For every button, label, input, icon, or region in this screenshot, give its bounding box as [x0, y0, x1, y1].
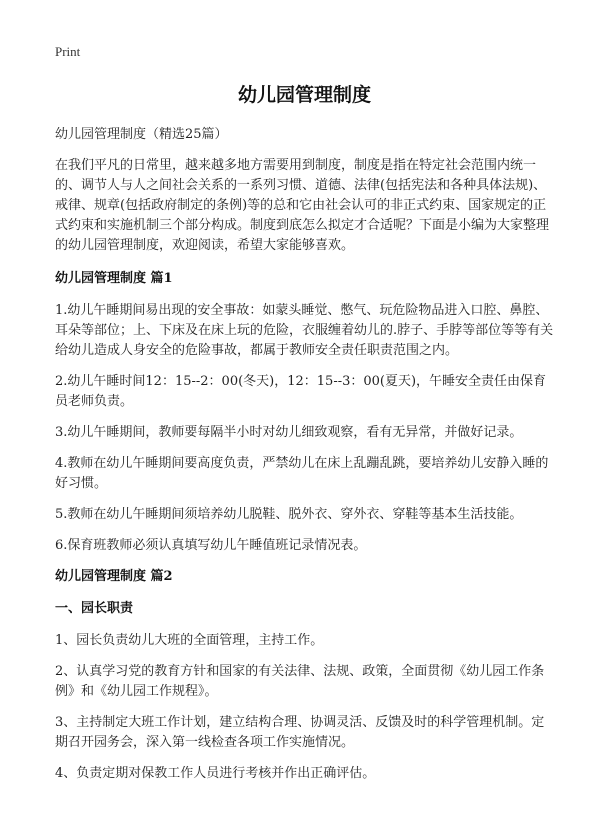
section2-item-4: 4、负责定期对保教工作人员进行考核并作出正确评估。 [55, 766, 376, 781]
document-subtitle: 幼儿园管理制度（精选25篇） [55, 127, 228, 142]
section2-subheading: 一、园长职责 [55, 601, 134, 616]
section2-heading: 幼儿园管理制度 篇2 [55, 569, 173, 584]
section1-heading: 幼儿园管理制度 篇1 [55, 271, 173, 286]
section1-item-5: 5.教师在幼儿午睡期间须培养幼儿脱鞋、脱外衣、穿外衣、穿鞋等基本生活技能。 [55, 507, 523, 522]
section1-item-4: 4.教师在幼儿午睡期间要高度负责，严禁幼儿在床上乱蹦乱跳，要培养幼儿安静入睡的好习惯。 [55, 456, 549, 491]
section1-item-6: 6.保育班教师必须认真填写幼儿午睡值班记录情况表。 [55, 538, 367, 553]
section2-item-2: 2、认真学习党的教育方针和国家的有关法律、法规、政策，全面贯彻《幼儿园工作条例》和《幼儿园工作规程》。 [55, 664, 545, 699]
section2-item-3: 3、主持制定大班工作计划，建立结构合理、协调灵活、反馈及时的科学管理机制。定期召开园务会，深入第一线检查各项工作实施情况。 [55, 715, 545, 750]
section1-item-1: 1.幼儿午睡期间易出现的安全事故：如蒙头睡觉、憋气、玩危险物品进入口腔、鼻腔、耳朵等部位；上、下床及在床上玩的危险，衣服缠着幼儿的.脖子、手脖等部位等等有关给幼儿造成人身安全的危险事故，都属于教师安全责任职责范围之内。 [55, 303, 554, 358]
section1-item-2: 2.幼儿午睡时间12：15--2：00(冬天)，12：15--3：00(夏天)，午睡安全责任由保育员老师负责。 [55, 374, 547, 409]
print-link[interactable]: Print [55, 44, 81, 59]
section1-item-3: 3.幼儿午睡期间，教师要每隔半小时对幼儿细致观察，看有无异常，并做好记录。 [55, 425, 523, 440]
section2-item-1: 1、园长负责幼儿大班的全面管理，主持工作。 [55, 633, 324, 648]
intro-paragraph: 在我们平凡的日常里，越来越多地方需要用到制度，制度是指在特定社会范围内统一的、调节人与人之间社会关系的一系列习惯、道德、法律(包括宪法和各种具体法规)、戒律、规章(包括政府制定的条例)等的总和它由社会认可的非正式约束、国家规定的正式约束和实施机制三个部分构成。制度到底怎么拟定才合适呢？下面是小编为大家整理的幼儿园管理制度，欢迎阅读，希望大家能够喜欢。 [55, 158, 550, 253]
page-title: 幼儿园管理制度 [237, 84, 371, 106]
